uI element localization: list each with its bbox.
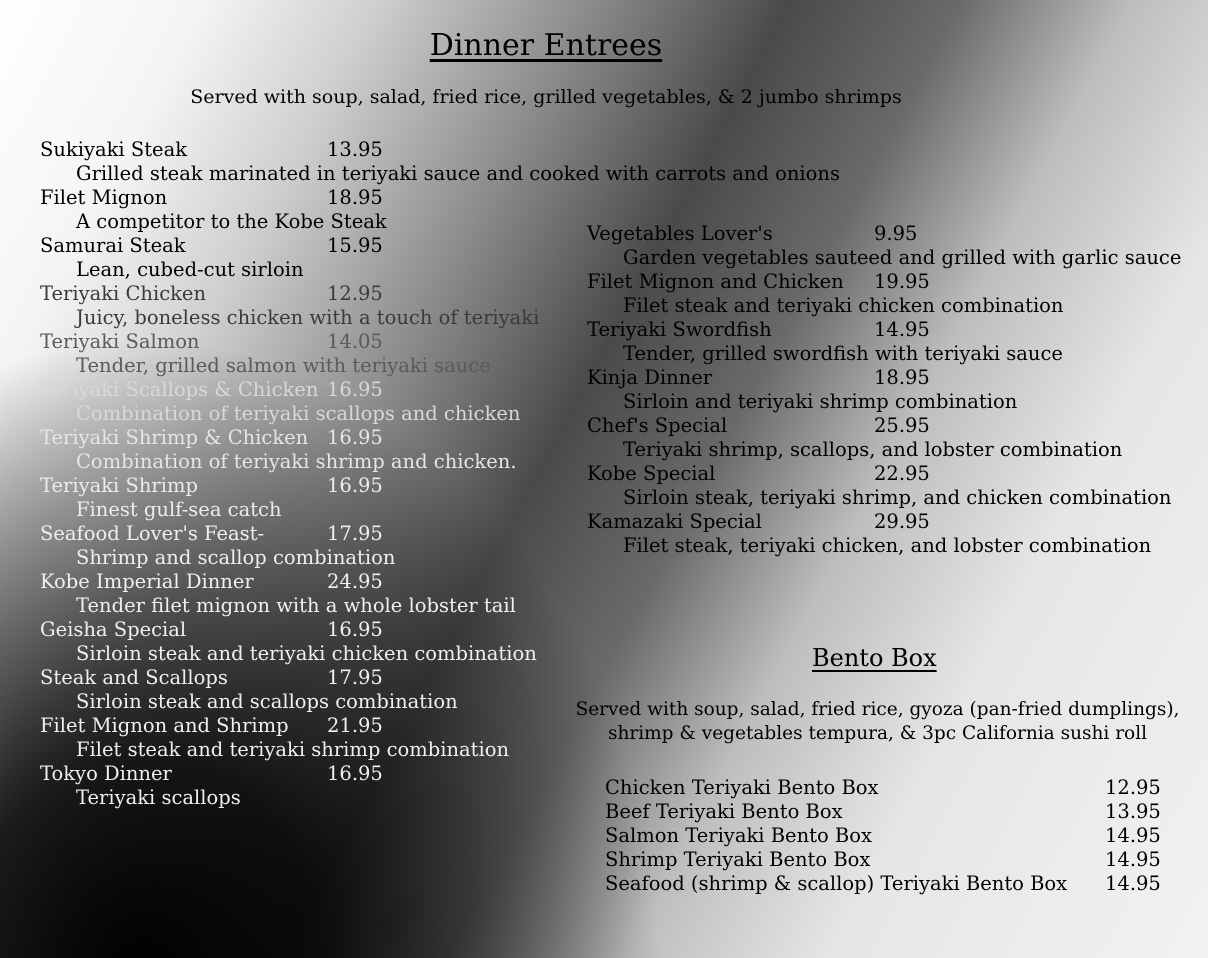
menu-item-row	[587, 366, 1181, 390]
menu-item-description: Sirloin steak and teriyaki chicken combination	[76, 642, 537, 665]
menu-item-price: 21.95	[327, 714, 383, 737]
bento-subtitle-line: Served with soup, salad, fried rice, gyoza (pan-fried dumplings),	[575, 699, 1180, 720]
menu-item-price: 29.95	[874, 510, 930, 533]
menu-item	[587, 414, 1181, 462]
menu-item-price: 18.95	[327, 186, 383, 209]
menu-item-description: Garden vegetables sauteed and grilled with garlic sauce	[623, 246, 1182, 269]
menu-item-price: 16.95	[327, 378, 383, 401]
menu-item-description: A competitor to the Kobe Steak	[76, 210, 387, 233]
bento-subtitle	[555, 698, 1200, 746]
menu-item-name: Filet Mignon and Chicken	[587, 270, 844, 293]
menu-item-price: 19.95	[874, 270, 930, 293]
menu-item-row	[40, 570, 840, 594]
bento-subtitle-line: shrimp & vegetables tempura, & 3pc California sushi roll	[607, 723, 1148, 744]
menu-item-price: 17.95	[327, 522, 383, 545]
menu-item-price: 24.95	[327, 570, 383, 593]
right-menu-column	[587, 222, 1181, 558]
menu-item	[587, 462, 1181, 510]
menu-item	[587, 366, 1181, 414]
menu-item-price: 13.95	[327, 138, 383, 161]
bento-item	[605, 800, 1161, 824]
menu-item-price: 14.05	[327, 330, 383, 353]
bento-item-name: Shrimp Teriyaki Bento Box	[605, 848, 871, 871]
menu-item-price: 9.95	[874, 222, 918, 245]
bento-item-price: 14.95	[1105, 824, 1161, 847]
menu-item	[587, 270, 1181, 318]
bento-list	[605, 776, 1161, 896]
menu-item-price: 22.95	[874, 462, 930, 485]
menu-item-name: Filet Mignon and Shrimp	[40, 714, 289, 737]
menu-item-price: 17.95	[327, 666, 383, 689]
menu-item-description: Filet steak and teriyaki shrimp combination	[76, 738, 510, 761]
menu-item-name: Teriyaki Shrimp	[40, 474, 198, 497]
menu-item-description: Combination of teriyaki scallops and chicken	[76, 402, 521, 425]
menu-item-name: Steak and Scallops	[40, 666, 228, 689]
menu-item-name: Chef's Special	[587, 414, 728, 437]
menu-item-description: Combination of teriyaki shrimp and chicken.	[76, 450, 517, 473]
menu-item-description: Teriyaki scallops	[76, 786, 241, 809]
menu-item-row	[587, 510, 1181, 534]
menu-item-name: Seafood Lover's Feast-	[40, 522, 265, 545]
menu-item-description: Filet steak, teriyaki chicken, and lobster combination	[623, 534, 1152, 557]
menu-item-price: 12.95	[327, 282, 383, 305]
menu-item-description: Sirloin and teriyaki shrimp combination	[623, 390, 1018, 413]
menu-item-row	[40, 618, 840, 642]
menu-item-description: Tender filet mignon with a whole lobster tail	[76, 594, 516, 617]
menu-item-price: 25.95	[874, 414, 930, 437]
menu-item-description: Grilled steak marinated in teriyaki sauce and cooked with carrots and onions	[76, 162, 840, 185]
menu-item-description: Sirloin steak, teriyaki shrimp, and chicken combination	[623, 486, 1172, 509]
menu-item-name: Teriyaki Scallops & Chicken	[40, 378, 319, 401]
bento-item-name: Chicken Teriyaki Bento Box	[605, 776, 879, 799]
menu-item-name: Kobe Special	[587, 462, 716, 485]
menu-item-price: 16.95	[327, 474, 383, 497]
bento-item-price: 12.95	[1105, 776, 1161, 799]
menu-item-price: 16.95	[327, 762, 383, 785]
bento-item	[605, 776, 1161, 800]
bento-item	[605, 872, 1161, 896]
menu-item-price: 18.95	[874, 366, 930, 389]
menu-item-description: Filet steak and teriyaki chicken combination	[623, 294, 1064, 317]
menu-item	[40, 618, 840, 666]
menu-item-name: Tokyo Dinner	[40, 762, 172, 785]
menu-item-description: Lean, cubed-cut sirloin	[76, 258, 304, 281]
menu-item-row	[587, 414, 1181, 438]
bento-item-name: Seafood (shrimp & scallop) Teriyaki Bento Box	[605, 872, 1068, 895]
menu-item-description: Finest gulf-sea catch	[76, 498, 282, 521]
menu-item-name: Sukiyaki Steak	[40, 138, 188, 161]
menu-item-description: Tender, grilled swordfish with teriyaki sauce	[623, 342, 1063, 365]
bento-item	[605, 824, 1161, 848]
menu-item	[587, 222, 1181, 270]
menu-item	[587, 318, 1181, 366]
menu-item-name: Kobe Imperial Dinner	[40, 570, 254, 593]
menu-item-row	[40, 138, 840, 162]
menu-item-price: 16.95	[327, 426, 383, 449]
menu-item-name: Filet Mignon	[40, 186, 168, 209]
bento-item-price: 14.95	[1105, 848, 1161, 871]
page-title: Dinner Entrees	[429, 28, 663, 63]
bento-item-price: 14.95	[1105, 872, 1161, 895]
menu-item-row	[40, 666, 840, 690]
menu-item	[587, 510, 1181, 558]
menu-item-price: 14.95	[874, 318, 930, 341]
bento-item-price: 13.95	[1105, 800, 1161, 823]
menu-item-price: 15.95	[327, 234, 383, 257]
menu-item-description: Juicy, boneless chicken with a touch of teriyaki	[76, 306, 540, 329]
menu-item	[40, 138, 840, 186]
menu-item-description: Shrimp and scallop combination	[76, 546, 396, 569]
menu-item-description: Tender, grilled salmon with teriyaki sauce	[76, 354, 491, 377]
menu-item-name: Geisha Special	[40, 618, 187, 641]
menu-item-name: Teriyaki Salmon	[40, 330, 200, 353]
bento-item	[605, 848, 1161, 872]
menu-item-description: Sirloin steak and scallops combination	[76, 690, 458, 713]
menu-item-row	[587, 270, 1181, 294]
menu-item-row	[587, 462, 1181, 486]
menu-item-name: Samurai Steak	[40, 234, 186, 257]
bento-item-name: Beef Teriyaki Bento Box	[605, 800, 843, 823]
menu-item-name: Vegetables Lover's	[587, 222, 773, 245]
menu-item-name: Teriyaki Chicken	[40, 282, 207, 305]
bento-item-name: Salmon Teriyaki Bento Box	[605, 824, 872, 847]
menu-item-price: 16.95	[327, 618, 383, 641]
dinner-subtitle: Served with soup, salad, fried rice, grilled vegetables, & 2 jumbo shrimps	[190, 86, 902, 108]
menu-item-description: Teriyaki shrimp, scallops, and lobster combination	[623, 438, 1123, 461]
bento-title: Bento Box	[812, 644, 937, 672]
menu-item	[40, 570, 840, 618]
menu-item-row	[587, 318, 1181, 342]
menu-item-name: Teriyaki Swordfish	[587, 318, 772, 341]
menu-item-name: Kamazaki Special	[587, 510, 762, 533]
menu-item-row	[40, 186, 840, 210]
menu-item-row	[587, 222, 1181, 246]
menu-item-name: Teriyaki Shrimp & Chicken	[40, 426, 309, 449]
menu-item-name: Kinja Dinner	[587, 366, 713, 389]
